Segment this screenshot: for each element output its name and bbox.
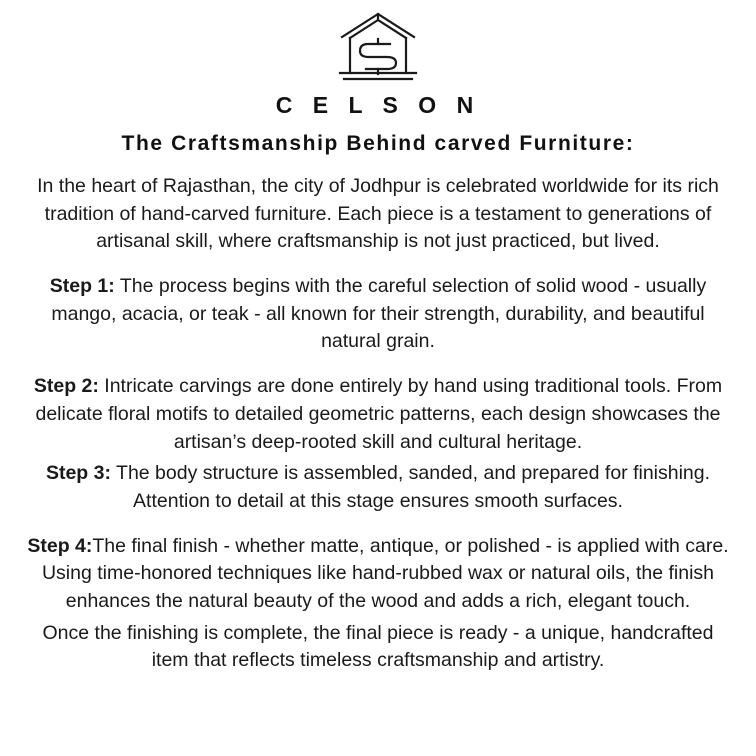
step-label-4: Step 4: [27, 534, 93, 557]
celson-house-monogram-icon [323, 10, 433, 88]
step-text-2: Intricate carvings are done entirely by hand using traditional tools. From delicate floral motifs to detailed geometric patterns, each design showcases the artisan’s deep-rooted skill and cultural heritage. [35, 375, 723, 453]
step-text-4: The final finish - whether matte, antique, or polished - is applied with care. Using time-honored techniques like hand-rubbed wax or natural oils, the finish enhances the natural beauty of the wood and adds a rich, elegant touch. [41, 534, 729, 612]
brand-name: C E L S O N [275, 92, 481, 118]
intro-paragraph: In the heart of Rajasthan, the city of Jodhpur is celebrated worldwide for its rich tradition of hand-carved furniture. Each piece is a testament to generations of artisanal skill, where craftsmanship is not just practiced, but lived. [37, 175, 719, 253]
step-paragraph-2 [23, 373, 733, 456]
step-label-3: Step 3: [45, 462, 111, 485]
step-paragraph-4 [23, 533, 733, 616]
step-text-1: The process begins with the careful selection of solid wood - usually mango, acacia, or teak - all known for their strength, durability, and beautiful natural grain. [51, 275, 707, 353]
page-title: The Craftsmanship Behind carved Furniture: [121, 132, 635, 155]
step-paragraph-1 [23, 273, 733, 356]
step-paragraph-3 [33, 460, 723, 515]
step-label-2: Step 2: [33, 375, 99, 398]
closing-paragraph: Once the finishing is complete, the final piece is ready - a unique, handcrafted item that reflects timeless craftsmanship and artistry. [42, 621, 714, 672]
step-text-3: The body structure is assembled, sanded, and prepared for finishing. Attention to detail at this stage ensures smooth surfaces. [110, 462, 711, 512]
step-label-1: Step 1: [49, 275, 115, 298]
